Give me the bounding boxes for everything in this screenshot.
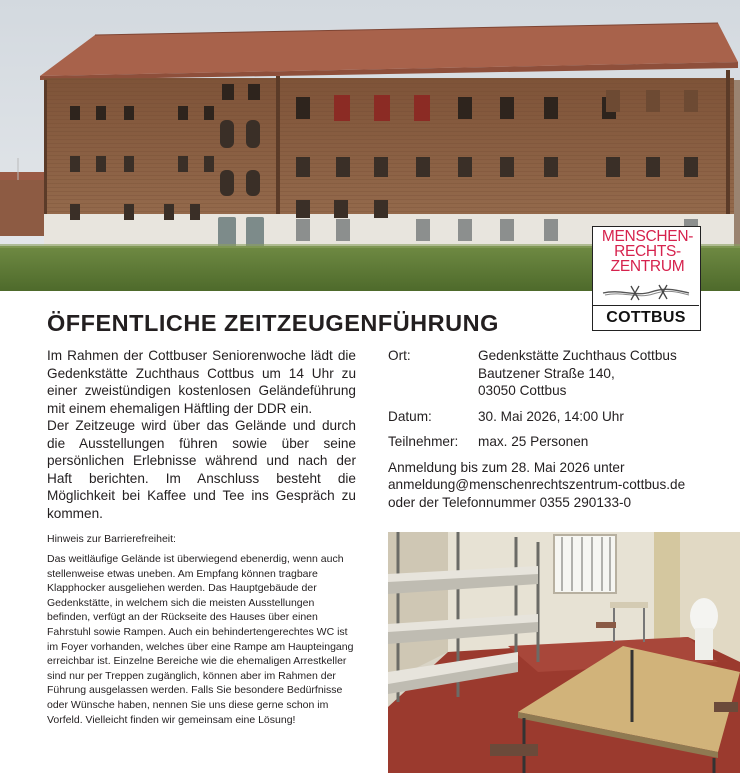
- barbed-wire-icon: [601, 281, 691, 303]
- intro-paragraph-2: Der Zeitzeuge wird über das Gelände und durch die Ausstellungen führen sowie über seine persönlichen Erlebnisse während und nach der Haft berichten. Im Anschluss besteht die Möglichkeit bei Kaffee und Tee ins Gespräch zu kommen.: [47, 418, 356, 521]
- participants-label: Teilnehmer:: [388, 434, 459, 449]
- page-title: ÖFFENTLICHE ZEITZEUGENFÜHRUNG: [47, 310, 499, 336]
- date-row: [388, 408, 718, 426]
- prison-cell-photo: [388, 532, 740, 773]
- participants-row: [388, 433, 718, 451]
- intro-paragraph-1: Im Rahmen der Cottbuser Seniorenwoche lädt die Gedenkstätte Zuchthaus Cottbus um 14 Uhr zu einer zweistündigen kostenlosen Geländeführung mit einem ehemaligen Häftling der DDR ein.: [47, 348, 356, 416]
- place-line-2: Bautzener Straße 140,: [478, 365, 615, 381]
- place-label: Ort:: [388, 348, 411, 363]
- accessibility-title: Hinweis zur Barrierefreiheit:: [47, 533, 176, 545]
- intro-text: [47, 347, 356, 522]
- place-line-3: 03050 Cottbus: [478, 383, 567, 398]
- accessibility-text: Das weitläufige Gelände ist überwiegend ebenerdig, wenn auch stellenweise etwas uneben. Am Empfang können tragbare Klapphocker ausgeliehen werden. Das Hauptgebäude der Gedenkstätte, in welchem sich die meisten Ausstellungen befinden, verfügt an der Rückseite des Hauses über einen Fahrstuhl sowie Rampen. Auch ein behindertengerechtes WC ist im Foyer vorhanden, welches über eine Rampe am Haupteingang erreichbar ist. Einzelne Bereiche wie die ehemaligen Arrestkeller sind nur per Treppen zugänglich, können aber im Rahmen der Führung ausgelassen werden. Falls Sie besondere Bedürfnisse oder Wünsche haben, nennen Sie uns diese gerne schon im Vorfeld. Vielleicht finden wir gemeinsam eine Lösung!: [47, 553, 354, 726]
- event-info: [388, 347, 718, 511]
- place-row: [388, 347, 718, 400]
- registration-email[interactable]: anmeldung@menschenrechtszentrum-cottbus.de: [388, 477, 686, 492]
- date-label: Datum:: [388, 408, 432, 424]
- logo-line-2: RECHTS-: [614, 243, 681, 260]
- menschenrechtszentrum-logo: [592, 226, 701, 331]
- registration-line-1: Anmeldung bis zum 28. Mai 2026 unter: [388, 459, 625, 475]
- logo-line-1: MENSCHEN-: [601, 228, 694, 245]
- registration-phone: oder der Telefonnummer 0355 290133-0: [388, 494, 632, 510]
- date-value: 30. Mai 2026, 14:00 Uhr: [478, 408, 624, 424]
- participants-value: max. 25 Personen: [478, 434, 589, 449]
- logo-line-3: ZENTRUM: [610, 258, 685, 275]
- place-line-1: Gedenkstätte Zuchthaus Cottbus: [478, 348, 677, 363]
- place-value: [478, 347, 718, 400]
- logo-city: COTTBUS: [593, 305, 699, 330]
